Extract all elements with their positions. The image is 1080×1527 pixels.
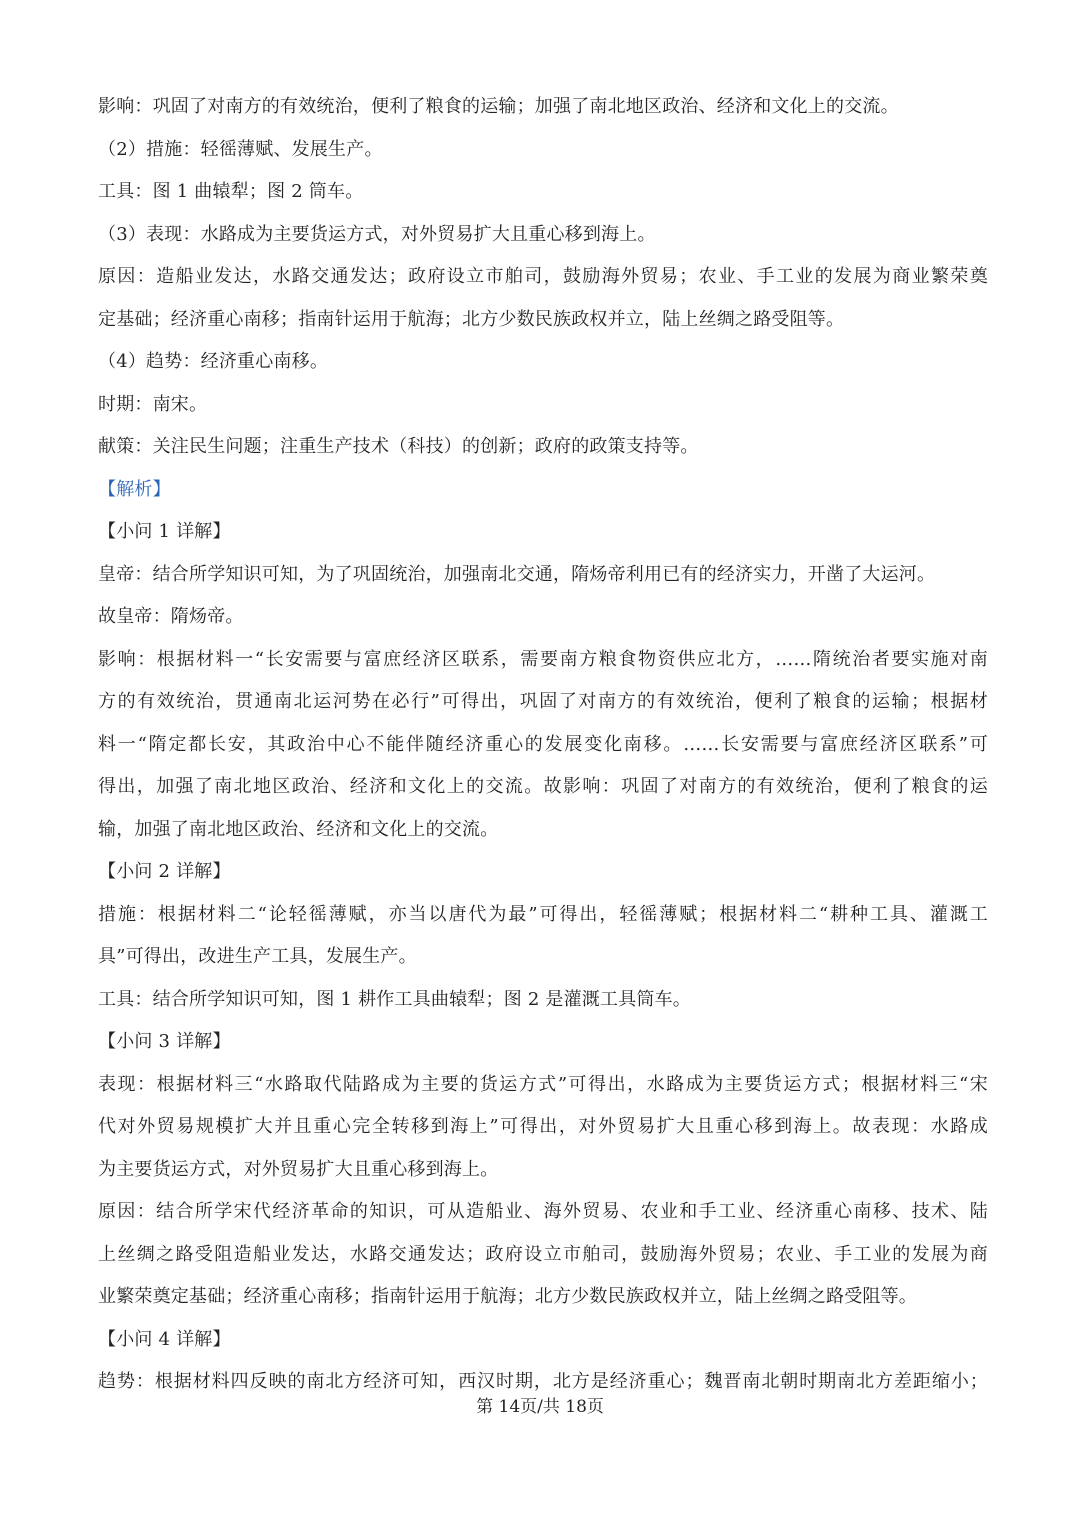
q4-line-1: 趋势：根据材料四反映的南北方经济可知，西汉时期，北方是经济重心；魏晋南北朝时期南北方差距缩小； — [98, 1371, 988, 1392]
answer-line-7: （4）趋势：经济重心南移。 — [98, 351, 329, 372]
answer-line-9: 献策：关注民生问题；注重生产技术（科技）的创新；政府的政策支持等。 — [98, 436, 699, 457]
q1-line-6: 得出，加强了南北地区政治、经济和文化上的交流。故影响：巩固了对南方的有效统治，便利了粮食的运 — [98, 776, 988, 797]
answer-line-8: 时期：南宋。 — [98, 393, 208, 415]
answer-line-5: 原因：造船业发达，水路交通发达；政府设立市舶司，鼓励海外贸易；农业、手工业的发展为商业繁荣奠 — [98, 266, 988, 287]
q3-line-6: 业繁荣奠定基础；经济重心南移；指南针运用于航海；北方少数民族政权并立，陆上丝绸之路受阻等。 — [98, 1286, 917, 1307]
answer-line-4: （3）表现：水路成为主要货运方式，对外贸易扩大且重心移到海上。 — [98, 223, 656, 245]
q1-heading: 【小问 1 详解】 — [98, 521, 231, 542]
q2-line-2: 具”可得出，改进生产工具，发展生产。 — [98, 946, 417, 967]
q1-line-5: 料一“隋定都长安，其政治中心不能伴随经济重心的发展变化南移。……长安需要与富庶经济区联系”可 — [98, 733, 988, 755]
answer-line-1: 影响：巩固了对南方的有效统治，便利了粮食的运输；加强了南北地区政治、经济和文化上的交流。 — [98, 96, 899, 117]
q3-line-4: 原因：结合所学宋代经济革命的知识，可从造船业、海外贸易、农业和手工业、经济重心南移、技术、陆 — [98, 1201, 988, 1222]
q2-heading: 【小问 2 详解】 — [98, 861, 231, 882]
q3-heading: 【小问 3 详解】 — [98, 1031, 231, 1052]
q3-line-1: 表现：根据材料三“水路取代陆路成为主要的货运方式”可得出，水路成为主要货运方式；根据材料三“宋 — [98, 1073, 988, 1095]
q1-line-1: 皇帝：结合所学知识可知，为了巩固统治，加强南北交通，隋炀帝利用已有的经济实力，开凿了大运河。 — [98, 563, 936, 585]
q1-line-7: 输，加强了南北地区政治、经济和文化上的交流。 — [98, 818, 499, 840]
q2-line-1: 措施：根据材料二“论轻徭薄赋，亦当以唐代为最”可得出，轻徭薄赋；根据材料二“耕种工具、灌溉工 — [98, 903, 988, 925]
q3-line-2: 代对外贸易规模扩大并且重心完全转移到海上”可得出，对外贸易扩大且重心移到海上。故表现：水路成 — [98, 1116, 988, 1137]
answer-line-6: 定基础；经济重心南移；指南针运用于航海；北方少数民族政权并立，陆上丝绸之路受阻等。 — [98, 308, 845, 330]
answer-line-2: （2）措施：轻徭薄赋、发展生产。 — [98, 138, 383, 160]
analysis-heading: 【解析】 — [98, 478, 171, 500]
q4-heading: 【小问 4 详解】 — [98, 1328, 231, 1350]
q1-line-3: 影响：根据材料一“长安需要与富庶经济区联系，需要南方粮食物资供应北方，……隋统治者要实施对南 — [98, 648, 988, 670]
document-body — [98, 86, 988, 1404]
q2-line-3: 工具：结合所学知识可知，图 1 耕作工具曲辕犁；图 2 是灌溉工具筒车。 — [98, 988, 691, 1010]
q3-line-3: 为主要货运方式，对外贸易扩大且重心移到海上。 — [98, 1158, 499, 1180]
q3-line-5: 上丝绸之路受阻造船业发达，水路交通发达；政府设立市舶司，鼓励海外贸易；农业、手工业的发展为商 — [98, 1243, 988, 1265]
answer-line-3: 工具：图 1 曲辕犁；图 2 筒车。 — [98, 181, 364, 202]
page-number-footer: 第 14页/共 18页 — [476, 1397, 604, 1417]
q1-line-2: 故皇帝：隋炀帝。 — [98, 606, 244, 627]
q1-line-4: 方的有效统治，贯通南北运河势在必行”可得出，巩固了对南方的有效统治，便利了粮食的运输；根据材 — [98, 691, 988, 712]
